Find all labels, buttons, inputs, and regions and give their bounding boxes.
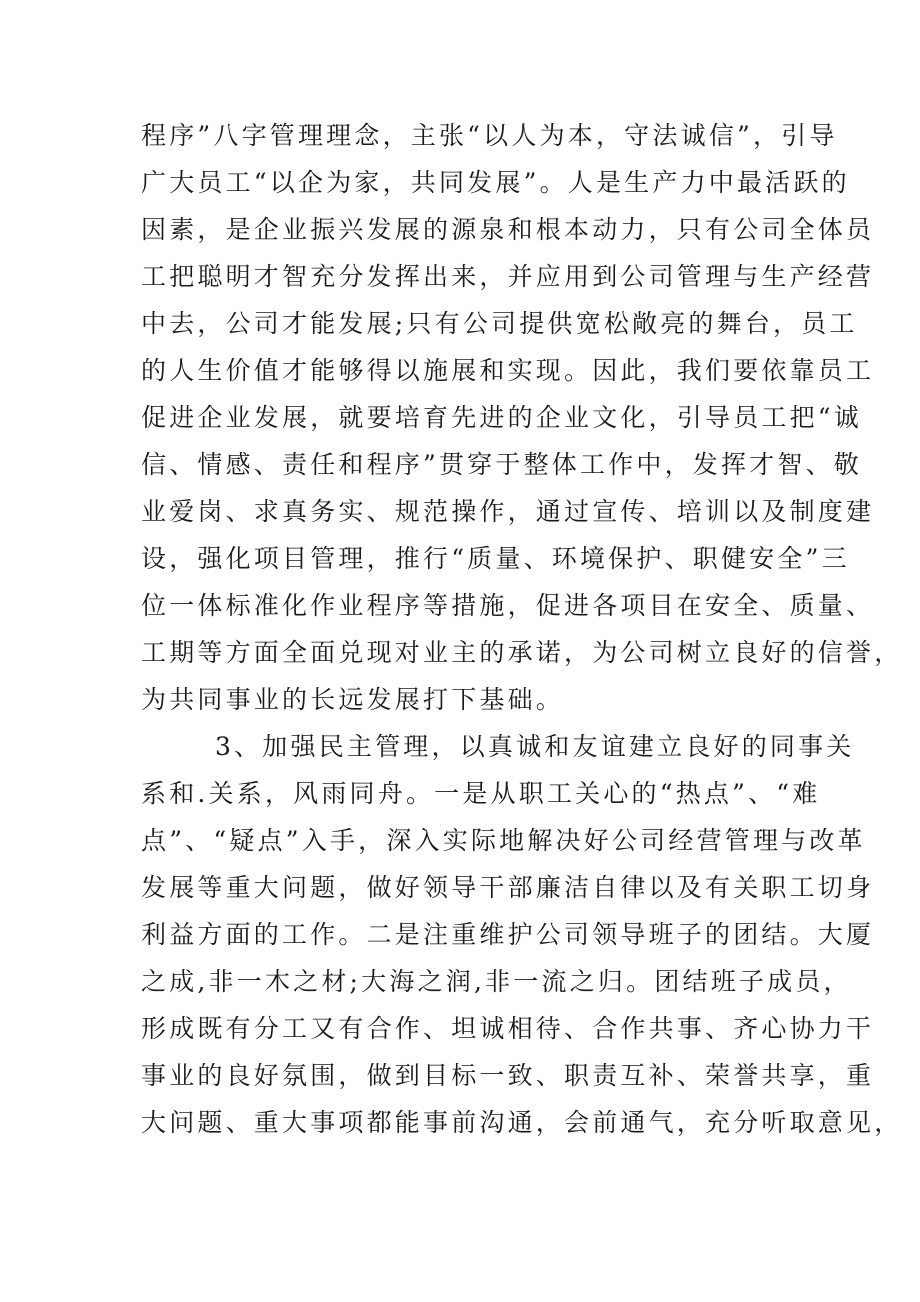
text-line: 为共同事业的长远发展打下基础。	[141, 685, 565, 714]
text-line: 广大员工“以企为家，共同发展”。人是生产力中最活跃的	[141, 168, 850, 197]
text-line: 业爱岗、求真务实、规范操作，通过宣传、培训以及制度建	[141, 497, 875, 526]
text-line: 设，强化项目管理，推行“质量、环境保护、职健安全”三	[141, 544, 850, 573]
text-line: 工把聪明才智充分发挥出来，并应用到公司管理与生产经营	[141, 262, 875, 291]
text-line: 大问题、重大事项都能事前沟通，会前通气，充分听取意见，	[141, 1108, 903, 1137]
text-line: 促进企业发展，就要培育先进的企业文化，引导员工把“诚	[141, 403, 862, 432]
text-line: 因素，是企业振兴发展的源泉和根本动力，只有公司全体员	[141, 215, 875, 244]
text-line: 利益方面的工作。二是注重维护公司领导班子的团结。大厦	[141, 920, 875, 949]
text-line: 位一体标准化作业程序等措施，促进各项目在安全、质量、	[141, 591, 875, 620]
text-line: 程序”八字管理理念，主张“以人为本，守法诚信”，引导	[141, 121, 838, 150]
text-line: 系和.关系，风雨同舟。一是从职工关心的“热点”、“难	[141, 779, 821, 808]
text-line: 发展等重大问题，做好领导干部廉洁自律以及有关职工切身	[141, 873, 875, 902]
text-line: 的人生价值才能够得以施展和实现。因此，我们要依靠员工	[141, 356, 875, 385]
text-line: 事业的良好氛围，做到目标一致、职责互补、荣誉共享，重	[141, 1061, 875, 1090]
text-line: 3、加强民主管理，以真诚和友谊建立良好的同事关	[215, 732, 855, 761]
text-line: 之成,非一木之材;大海之润,非一流之归。团结班子成员，	[141, 967, 852, 996]
text-line: 中去，公司才能发展;只有公司提供宽松敞亮的舞台，员工	[141, 309, 858, 338]
text-line: 信、情感、责任和程序”贯穿于整体工作中，发挥才智、敬	[141, 450, 862, 479]
text-line: 形成既有分工又有合作、坦诚相待、合作共事、齐心协力干	[141, 1014, 875, 1043]
text-line: 点”、“疑点”入手，深入实际地解决好公司经营管理与改革	[141, 826, 866, 855]
text-line: 工期等方面全面兑现对业主的承诺，为公司树立良好的信誉，	[141, 638, 903, 667]
